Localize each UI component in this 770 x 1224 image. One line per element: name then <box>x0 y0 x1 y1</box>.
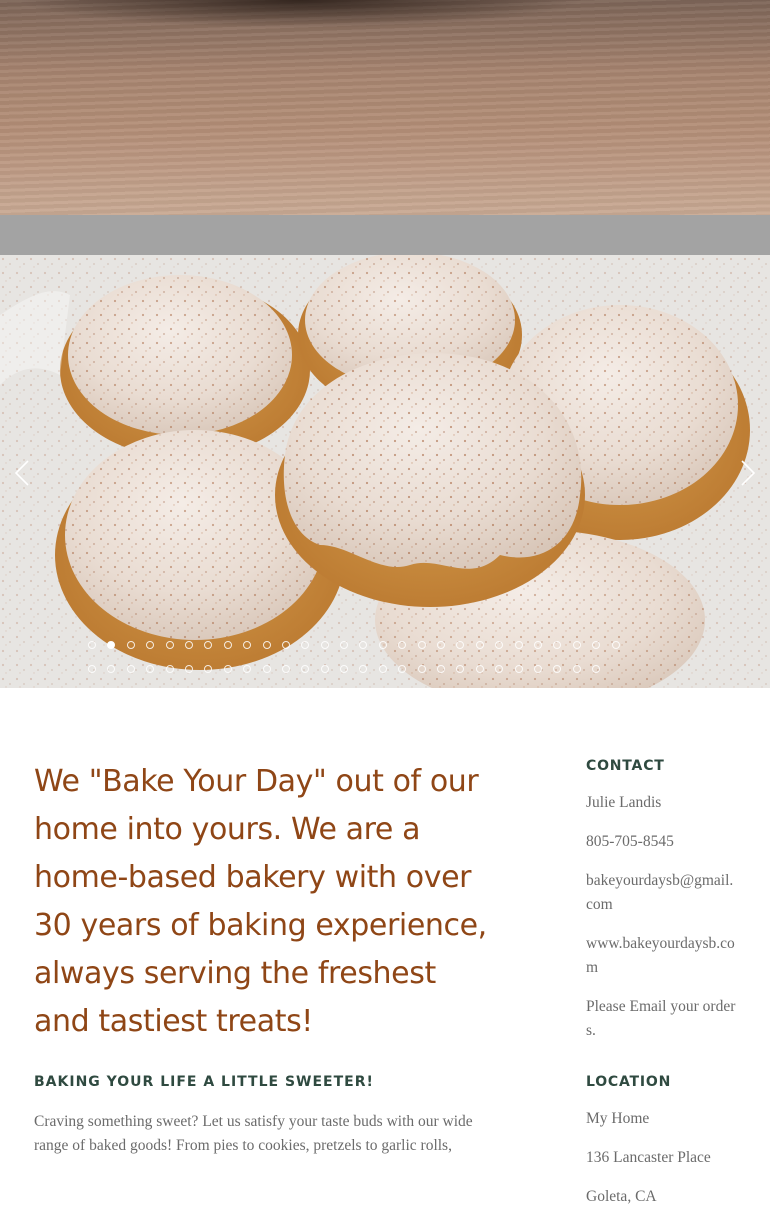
slideshow-dot[interactable] <box>456 665 464 673</box>
slideshow-dot-row <box>88 639 688 663</box>
slideshow-dot[interactable] <box>476 665 484 673</box>
slideshow-dot[interactable] <box>185 641 193 649</box>
location-place: My Home <box>586 1110 650 1127</box>
page-headline: We "Bake Your Day" out of our home into yours. We are a home-based bakery with over 30 years of baking experience, always serving the freshest and tastiest treats! <box>34 764 487 1039</box>
contact-website[interactable]: www.bakeyourdaysb.com <box>586 935 735 976</box>
slideshow-dot[interactable] <box>282 665 290 673</box>
slideshow-dot[interactable] <box>301 641 309 649</box>
slideshow-dot[interactable] <box>359 665 367 673</box>
slideshow-dot[interactable] <box>146 641 154 649</box>
slideshow-dot[interactable] <box>534 665 542 673</box>
slideshow-dot[interactable] <box>204 665 212 673</box>
slideshow-dot[interactable] <box>398 641 406 649</box>
slideshow-dot[interactable] <box>185 665 193 673</box>
slideshow-dot[interactable] <box>379 665 387 673</box>
slideshow-dot[interactable] <box>127 641 135 649</box>
slideshow-prev-button[interactable] <box>8 455 38 491</box>
tagline: BAKING YOUR LIFE A LITTLE SWEETER! <box>34 1074 374 1090</box>
slideshow-dot[interactable] <box>534 641 542 649</box>
intro-section <box>34 758 494 1158</box>
slideshow-dot[interactable] <box>166 641 174 649</box>
slideshow-dot[interactable] <box>379 641 387 649</box>
slideshow-dot[interactable] <box>553 641 561 649</box>
slideshow-dot[interactable] <box>301 665 309 673</box>
chevron-left-icon <box>8 455 38 491</box>
slideshow-dot-row <box>88 663 688 687</box>
slideshow-dot[interactable] <box>456 641 464 649</box>
slideshow-dot[interactable] <box>418 641 426 649</box>
slideshow-dot[interactable] <box>321 665 329 673</box>
slideshow-dot[interactable] <box>88 665 96 673</box>
slideshow-dot[interactable] <box>107 641 115 649</box>
slideshow-dots <box>88 639 688 687</box>
slideshow-dot[interactable] <box>495 665 503 673</box>
slideshow-dot[interactable] <box>243 665 251 673</box>
slideshow-dot[interactable] <box>340 641 348 649</box>
location-street: 136 Lancaster Place <box>586 1149 711 1166</box>
slideshow-dot[interactable] <box>282 641 290 649</box>
location-heading: LOCATION <box>586 1074 672 1090</box>
slideshow-dot[interactable] <box>107 665 115 673</box>
slideshow-dot[interactable] <box>263 641 271 649</box>
slideshow-dot[interactable] <box>515 641 523 649</box>
slideshow-dot[interactable] <box>398 665 406 673</box>
slideshow-dot[interactable] <box>437 665 445 673</box>
contact-name: Julie Landis <box>586 794 662 811</box>
slideshow-dot[interactable] <box>476 641 484 649</box>
slide-photo <box>0 255 770 688</box>
slideshow-dot[interactable] <box>573 665 581 673</box>
slideshow-dot[interactable] <box>321 641 329 649</box>
slideshow-dot[interactable] <box>88 641 96 649</box>
slideshow-dot[interactable] <box>592 641 600 649</box>
slideshow-dot[interactable] <box>146 665 154 673</box>
contact-note: Please Email your orders. <box>586 998 736 1039</box>
hero-image <box>0 0 770 215</box>
image-slideshow[interactable] <box>0 255 770 688</box>
intro-text: Craving something sweet? Let us satisfy your taste buds with our wide range of baked goods! From pies to cookies, pretzels to garlic rolls, <box>34 1113 473 1154</box>
slideshow-dot[interactable] <box>340 665 348 673</box>
contact-email[interactable]: bakeyourdaysb@gmail.com <box>586 872 734 913</box>
slideshow-dot[interactable] <box>127 665 135 673</box>
slideshow-dot[interactable] <box>592 665 600 673</box>
slideshow-dot[interactable] <box>166 665 174 673</box>
slideshow-dot[interactable] <box>359 641 367 649</box>
contact-heading: CONTACT <box>586 758 665 774</box>
section-divider <box>0 215 770 255</box>
contact-sidebar <box>586 755 738 1224</box>
slideshow-dot[interactable] <box>418 665 426 673</box>
slideshow-dot[interactable] <box>437 641 445 649</box>
contact-phone[interactable]: 805-705-8545 <box>586 833 674 850</box>
slideshow-dot[interactable] <box>553 665 561 673</box>
chevron-right-icon <box>732 455 762 491</box>
slideshow-dot[interactable] <box>263 665 271 673</box>
slideshow-dot[interactable] <box>224 641 232 649</box>
slideshow-dot[interactable] <box>612 641 620 649</box>
slideshow-next-button[interactable] <box>732 455 762 491</box>
location-city: Goleta, CA <box>586 1188 657 1205</box>
slideshow-dot[interactable] <box>224 665 232 673</box>
slideshow-dot[interactable] <box>495 641 503 649</box>
slideshow-dot[interactable] <box>573 641 581 649</box>
slideshow-dot[interactable] <box>515 665 523 673</box>
slideshow-dot[interactable] <box>243 641 251 649</box>
slideshow-dot[interactable] <box>204 641 212 649</box>
